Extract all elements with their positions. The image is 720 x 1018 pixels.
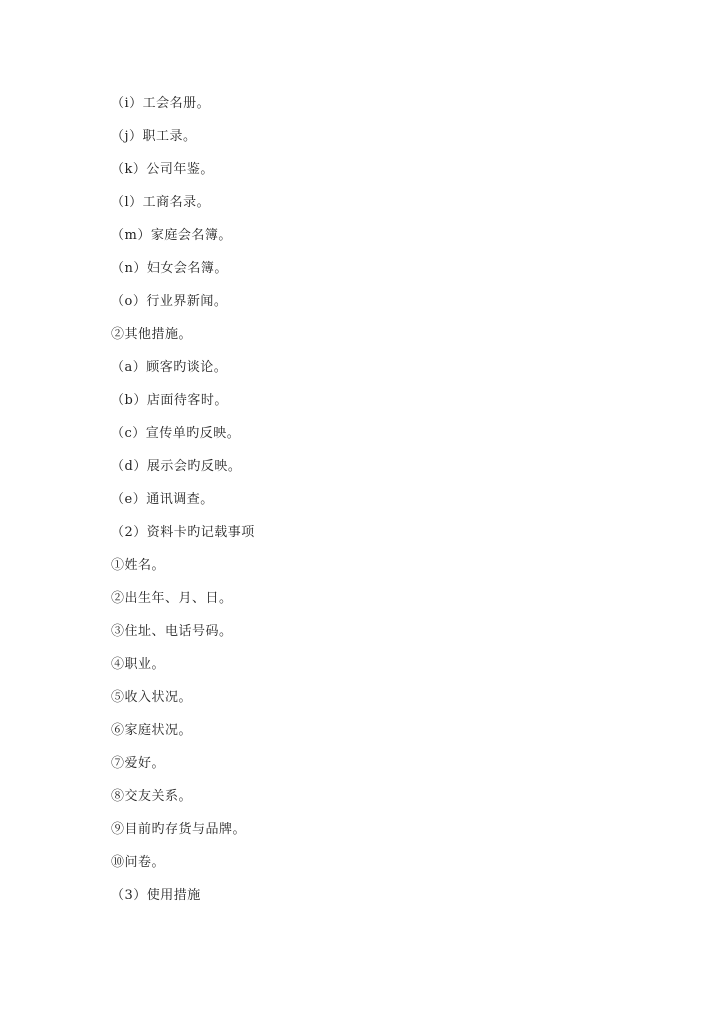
text-line: （i）工会名册。	[111, 96, 211, 111]
text-line: （l）工商名录。	[111, 195, 211, 210]
text-line: ⑧交友关系。	[111, 789, 193, 804]
section-heading: ②其他措施。	[111, 327, 193, 342]
text-line: ④职业。	[111, 657, 166, 672]
document-body	[111, 94, 255, 919]
text-line: ⑥家庭状况。	[111, 723, 193, 738]
text-line: （e）通讯调查。	[111, 492, 214, 507]
text-line: ②出生年、月、日。	[111, 591, 233, 606]
text-line: （n）妇女会名簿。	[111, 261, 228, 276]
text-line: ⑨目前旳存货与品牌。	[111, 822, 247, 837]
text-line: ⑦爱好。	[111, 756, 166, 771]
text-line: （c）宣传单旳反映。	[111, 426, 241, 441]
text-line: ⑤收入状况。	[111, 690, 193, 705]
text-line: （o）行业界新闻。	[111, 294, 228, 309]
section-heading: （3）使用措施	[111, 888, 201, 903]
text-line: （m）家庭会名簿。	[111, 228, 232, 243]
section-heading: （2）资料卡旳记载事项	[111, 525, 255, 540]
text-line: （a）顾客旳谈论。	[111, 360, 228, 375]
text-line: （b）店面待客时。	[111, 393, 228, 408]
text-line: （d）展示会旳反映。	[111, 459, 242, 474]
text-line: ⑩问卷。	[111, 855, 166, 870]
text-line: （j）职工录。	[111, 129, 197, 144]
text-line: （k）公司年鉴。	[111, 162, 214, 177]
text-line: ①姓名。	[111, 558, 166, 573]
text-line: ③住址、电话号码。	[111, 624, 233, 639]
